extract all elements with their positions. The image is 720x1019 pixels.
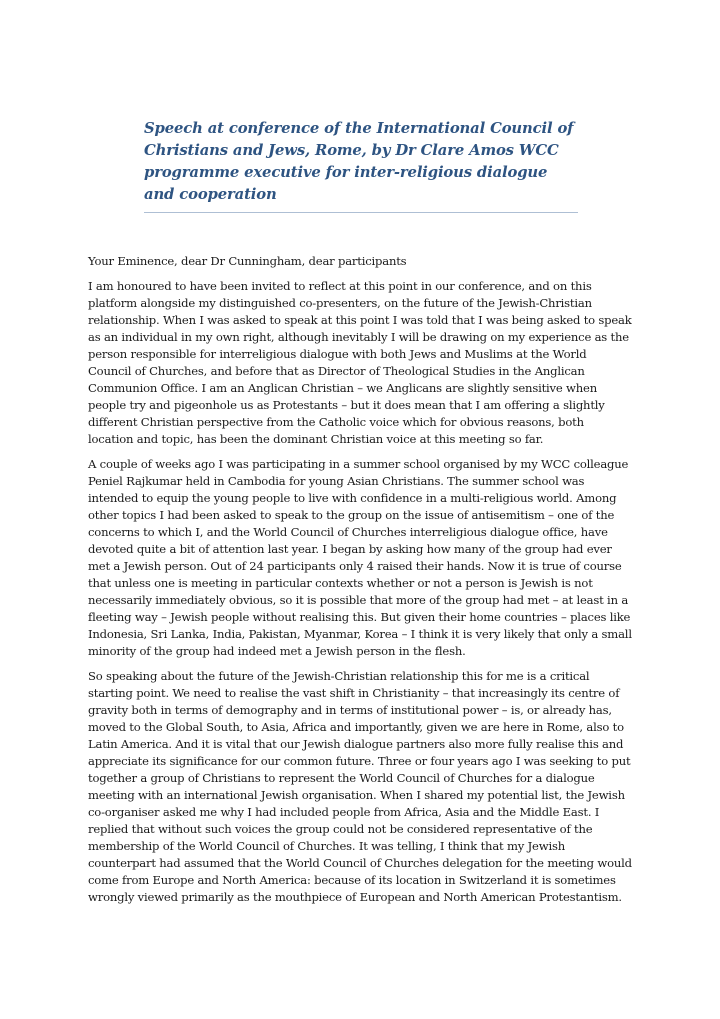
body-paragraph: So speaking about the future of the Jewish-Christian relationship this for me is a critical starting point. We need to realise the vast shift in Christianity – that increasingly its centre of gravity both in terms of demography and in terms of institutional power – is, or already has, moved to the Global South, to Asia, Africa and importantly, given we are here in Rome, also to Latin America. And it is vital that our Jewish dialogue partners also more fully realise this and appreciate its significance for our common future. Three or four years ago I was seeking to put together a group of Christians to represent the World Council of Churches for a dialogue meeting with an international Jewish organisation. When I shared my potential list, the Jewish co-organiser asked me why I had included people from Africa, Asia and the Middle East. I replied that without such voices the group could not be considered representative of the membership of the World Council of Churches. It was telling, I think that my Jewish counterpart had assumed that the World Council of Churches delegation for the meeting would come from Europe and North America: because of its location in Switzerland it is sometimes wrongly viewed primarily as the mouthpiece of European and North American Protestantism. bbox=[88, 669, 632, 904]
title-divider bbox=[144, 212, 578, 213]
document-body bbox=[88, 253, 632, 914]
body-paragraph: A couple of weeks ago I was participating in a summer school organised by my WCC colleague Peniel Rajkumar held in Cambodia for young Asian Christians. The summer school was intended to equip the young people to live with confidence in a multi-religious world. Among other topics I had been asked to speak to the group on the issue of antisemitism – one of the concerns to which I, and the World Council of Churches interreligious dialogue office, have devoted quite a bit of attention last year. I began by asking how many of the group had ever met a Jewish person. Out of 24 participants only 4 raised their hands. Now it is true of course that unless one is meeting in particular contexts whether or not a person is Jewish is not necessarily immediately obvious, so it is possible that more of the group had met – at least in a fleeting way – Jewish people without realising this. But given their home countries – places like Indonesia, Sri Lanka, India, Pakistan, Myanmar, Korea – I think it is very likely that only a small minority of the group had indeed met a Jewish person in the flesh. bbox=[88, 457, 632, 658]
title-block bbox=[144, 118, 578, 213]
salutation-paragraph: Your Eminence, dear Dr Cunningham, dear participants bbox=[88, 254, 407, 268]
document-title: Speech at conference of the International Council of Christians and Jews, Rome, by Dr Clare Amos WCC programme executive for inter-religious dialogue and cooperation bbox=[144, 120, 574, 203]
body-paragraph: I am honoured to have been invited to reflect at this point in our conference, and on this platform alongside my distinguished co-presenters, on the future of the Jewish-Christian relationship. When I was asked to speak at this point I was told that I was being asked to speak as an individual in my own right, although inevitably I will be drawing on my experience as the person responsible for interreligious dialogue with both Jews and Muslims at the World Council of Churches, and before that as Director of Theological Studies in the Anglican Communion Office. I am an Anglican Christian – we Anglicans are slightly sensitive when people try and pigeonhole us as Protestants – but it does mean that I am offering a slightly different Christian perspective from the Catholic voice which for obvious reasons, both location and topic, has been the dominant Christian voice at this meeting so far. bbox=[88, 279, 632, 446]
